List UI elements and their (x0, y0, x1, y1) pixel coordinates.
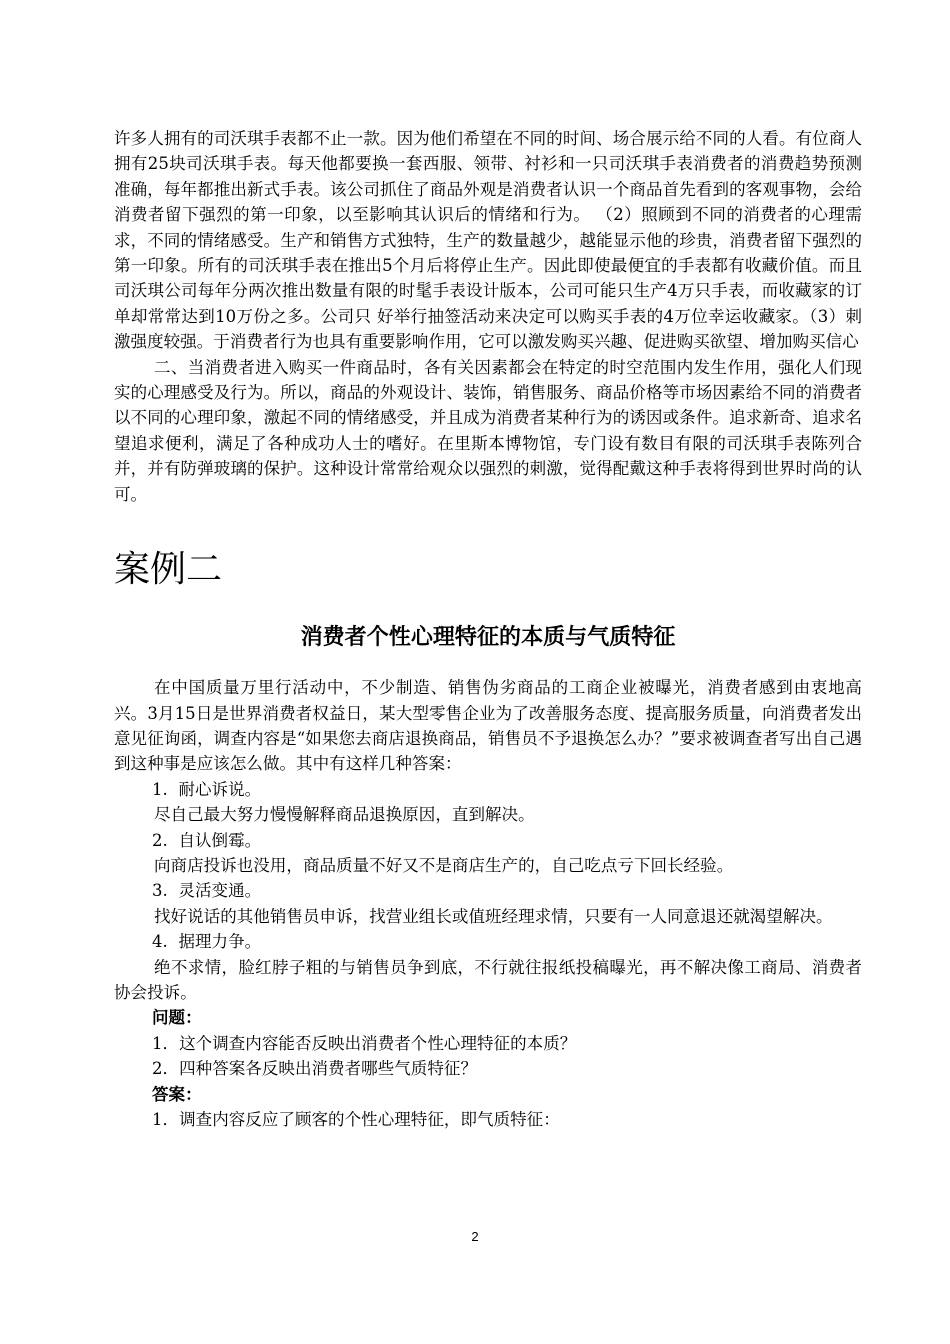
question-item: 1．这个调查内容能否反映出消费者个性心理特征的本质？ (152, 1033, 577, 1053)
case-two-title: 消费者个性心理特征的本质与气质特征 (300, 625, 676, 651)
page-number: 2 (471, 1229, 479, 1244)
answer-item-heading (114, 878, 862, 903)
answer-explanation-item: 1．调查内容反应了顾客的个性心理特征，即气质特征： (152, 1110, 560, 1129)
answer-list (114, 777, 862, 1006)
answer-number: 2. (152, 830, 168, 850)
answer-item-detail: 找好说话的其他销售员申诉，找营业组长或值班经理求情，只要有一人同意退还就渴望解决。 (154, 906, 833, 926)
answer-number: 4. (152, 932, 168, 952)
answer-heading-text: 据理力争。 (178, 932, 262, 952)
answer-item-detail: 绝不求情，脸红脖子粗的与销售员争到底，不行就往报纸投稿曝光，再不解决像工商局、消费者协会投诉。 (114, 957, 862, 1002)
paragraph-purchase-factors: 二、当消费者进入购买一件商品时，各有关因素都会在特定的时空范围内发生作用，强化人们现实的心理感受及行为。所以，商品的外观设计、装饰，销售服务、商品价格等市场因素给不同的消费者以不同的心理印象，激起不同的情绪感受，并且成为消费者某种行为的诱因或条件。追求新奇、追求名望追求便利，满足了各种成功人士的嗜好。在里斯本博物馆，专门设有数目有限的司沃琪手表陈列合并，并有防弹玻璃的保护。这种设计常常给观众以强烈的刺激，觉得配戴这种手表将得到世界时尚的认可。 (114, 357, 862, 504)
answer-heading-text: 耐心诉说。 (178, 779, 262, 799)
answer-item-detail: 尽自己最大努力慢慢解释商品退换原因，直到解决。 (154, 805, 535, 825)
answer-item-detail: 向商店投诉也没用，商品质量不好又不是商店生产的，自己吃点亏下回长经验。 (154, 855, 734, 875)
answer-item-heading (114, 777, 862, 802)
answer-heading-text: 自认倒霉。 (178, 830, 262, 850)
answers-label: 答案： (152, 1084, 202, 1104)
page-body (114, 126, 862, 1132)
answer-number: 1. (152, 779, 168, 799)
answer-item-heading (114, 929, 862, 954)
questions-label: 问题： (152, 1008, 202, 1028)
question-item: 2．四种答案各反映出消费者哪些气质特征？ (152, 1059, 477, 1079)
answer-heading-text: 灵活变通。 (178, 881, 262, 901)
paragraph-swatch-collecting: 许多人拥有的司沃琪手表都不止一款。因为他们希望在不同的时间、场合展示给不同的人看。有位商人拥有25块司沃琪手表。每天他都要换一套西服、领带、衬衫和一只司沃琪手表消费者的消费趋势预测准确，每年都推出新式手表。该公司抓住了商品外观是消费者认识一个商品首先看到的客观事物，会给消费者留下强烈的第一印象，以至影响其认识后的情绪和行为。 （2）照顾到不同的消费者的心理需求，不同的情绪感受。生产和销售方式独特，生产的数量越少，越能显示他的珍贵，消费者留下强烈的第一印象。所有的司沃琪手表在推出5个月后将停止生产。因此即使最便宜的手表都有收藏价值。而且司沃琪公司每年分两次推出数量有限的时髦手表设计版本，公司可能只生产4万只手表，而收藏家的订单却常常达到10万份之多。公司只 好举行抽签活动来决定可以购买手表的4万位幸运收藏家。（3）刺激强度较强。于消费者行为也具有重要影响作用，它可以激发购买兴趣、促进购买欲望、增加购买信心 (114, 129, 862, 352)
case-two-heading: 案例二 (114, 549, 223, 591)
answer-item-heading (114, 828, 862, 853)
answer-number: 3. (152, 881, 168, 901)
case-intro-paragraph: 在中国质量万里行活动中，不少制造、销售伪劣商品的工商企业被曝光，消费者感到由衷地高兴。3月15日是世界消费者权益日，某大型零售企业为了改善服务态度、提高服务质量，向消费者发出意见征询函，调查内容是“如果您去商店退换商品，销售员不予退换怎么办？”要求被调查者写出自己遇到这种事是应该怎么做。其中有这样几种答案： (114, 678, 862, 774)
